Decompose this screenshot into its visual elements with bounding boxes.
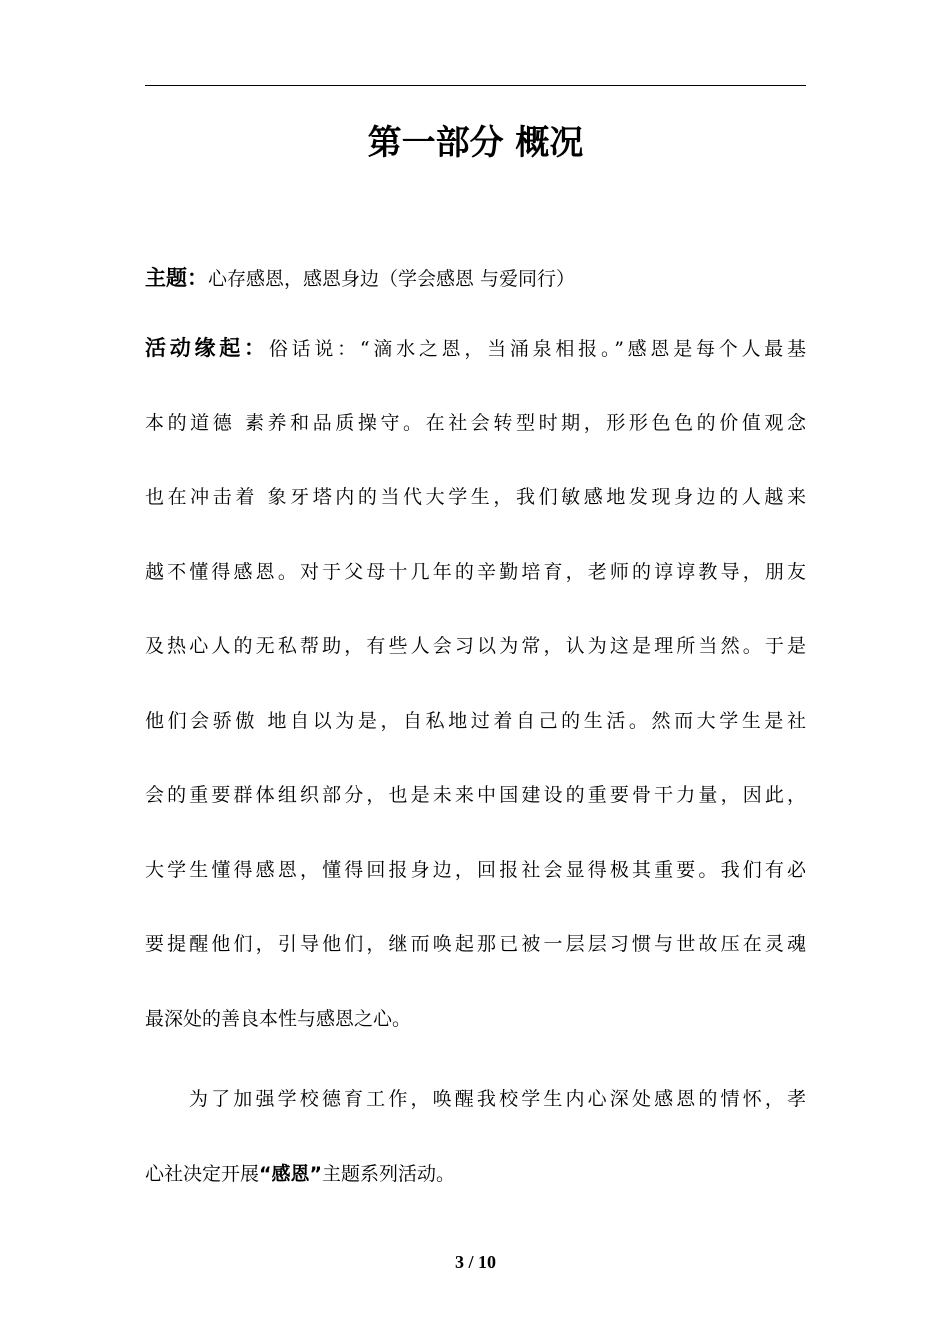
origin-line: 要提醒他们，引导他们，继而唤起那已被一层层习惯与世故压在灵魂 (145, 933, 806, 955)
origin-line: 最深处的善良本性与感恩之心。 (145, 1007, 412, 1030)
origin-label: 活动缘起： (145, 336, 269, 360)
closing-line: 为了加强学校德育工作，唤醒我校学生内心深处感恩的情怀，孝 (189, 1088, 806, 1110)
origin-line: 及热心人的无私帮助，有些人会习以为常，认为这是理所当然。于是 (145, 635, 806, 657)
topic-text: 心存感恩，感恩身边（学会感恩 与爱同行） (208, 268, 576, 290)
closing-paragraph (145, 1081, 806, 1230)
page-title: 第一部分 概况 (367, 123, 584, 163)
closing-line: 心社决定开展“感恩”主题系列活动。 (145, 1162, 456, 1185)
origin-line: 他们会骄傲 地自以为是，自私地过着自己的生活。然而大学生是社 (145, 709, 806, 732)
header-rule (145, 85, 806, 86)
topic-line (145, 260, 806, 297)
topic-label: 主题： (145, 266, 208, 290)
origin-line: 会的重要群体组织部分，也是未来中国建设的重要骨干力量，因此， (145, 784, 806, 806)
origin-line: 本的道德 素养和品质操守。在社会转型时期，形形色色的价值观念 (145, 411, 806, 434)
emphasis-text: “感恩” (259, 1162, 322, 1185)
page-number: 3 / 10 (454, 1252, 496, 1272)
origin-line: 越不懂得感恩。对于父母十几年的辛勤培育，老师的谆谆教导，朋友 (145, 560, 806, 583)
origin-line: 也在冲击着 象牙塔内的当代大学生，我们敏感地发现身边的人越来 (145, 486, 806, 508)
origin-line: 活动缘起：俗话说：“滴水之恩，当涌泉相报。”感恩是每个人最基 (145, 336, 806, 360)
origin-paragraph (145, 330, 806, 1075)
origin-line: 大学生懂得感恩，懂得回报身边，回报社会显得极其重要。我们有必 (145, 858, 806, 881)
